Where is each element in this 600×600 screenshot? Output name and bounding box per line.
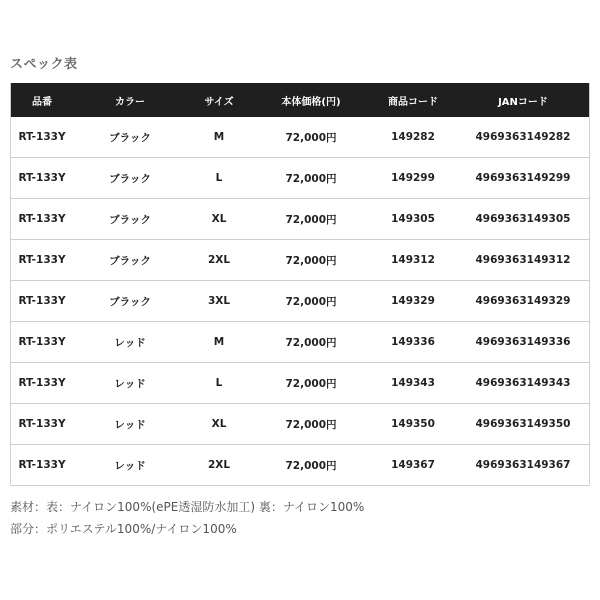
cell-price: 72,000円: [252, 199, 370, 240]
cell-price: 72,000円: [252, 363, 370, 404]
cell-jan-code: 4969363149305: [456, 199, 590, 240]
cell-jan-code: 4969363149343: [456, 363, 590, 404]
cell-product-number: RT-133Y: [10, 404, 74, 445]
cell-color: ブラック: [74, 281, 186, 322]
cell-price: 72,000円: [252, 240, 370, 281]
cell-price: 72,000円: [252, 445, 370, 486]
cell-size: L: [186, 363, 252, 404]
cell-color: ブラック: [74, 158, 186, 199]
cell-product-number: RT-133Y: [10, 363, 74, 404]
cell-product-code: 149367: [370, 445, 456, 486]
table-row: [10, 199, 590, 240]
cell-size: 3XL: [186, 281, 252, 322]
cell-color: レッド: [74, 322, 186, 363]
cell-product-code: 149312: [370, 240, 456, 281]
material-line: 素材：表：ナイロン100%(ePE透湿防水加工) 裏：ナイロン100%: [10, 500, 365, 514]
cell-product-number: RT-133Y: [10, 445, 74, 486]
table-row: [10, 404, 590, 445]
table-row: [10, 322, 590, 363]
cell-product-code: 149336: [370, 322, 456, 363]
header-product-number: 品番: [10, 83, 74, 117]
header-size: サイズ: [186, 83, 252, 117]
cell-jan-code: 4969363149299: [456, 158, 590, 199]
cell-price: 72,000円: [252, 404, 370, 445]
cell-product-number: RT-133Y: [10, 281, 74, 322]
cell-product-code: 149282: [370, 117, 456, 158]
header-jan-code: JANコード: [456, 83, 590, 117]
section-title: スペック表: [10, 57, 78, 72]
header-product-code: 商品コード: [370, 83, 456, 117]
cell-price: 72,000円: [252, 117, 370, 158]
cell-color: ブラック: [74, 199, 186, 240]
parts-line: 部分：ポリエステル100%/ナイロン100%: [10, 522, 237, 536]
cell-product-number: RT-133Y: [10, 117, 74, 158]
cell-price: 72,000円: [252, 322, 370, 363]
cell-product-number: RT-133Y: [10, 322, 74, 363]
cell-product-code: 149350: [370, 404, 456, 445]
cell-color: ブラック: [74, 117, 186, 158]
cell-size: 2XL: [186, 445, 252, 486]
cell-jan-code: 4969363149282: [456, 117, 590, 158]
cell-color: ブラック: [74, 240, 186, 281]
cell-jan-code: 4969363149312: [456, 240, 590, 281]
table-row: [10, 240, 590, 281]
cell-jan-code: 4969363149350: [456, 404, 590, 445]
cell-size: M: [186, 117, 252, 158]
cell-price: 72,000円: [252, 281, 370, 322]
table-row: [10, 363, 590, 404]
cell-product-code: 149299: [370, 158, 456, 199]
cell-color: レッド: [74, 404, 186, 445]
table-header: [10, 83, 590, 117]
table-row: [10, 117, 590, 158]
cell-color: レッド: [74, 363, 186, 404]
header-price: 本体価格(円): [252, 83, 370, 117]
cell-size: M: [186, 322, 252, 363]
table-row: [10, 158, 590, 199]
cell-product-number: RT-133Y: [10, 158, 74, 199]
table-row: [10, 281, 590, 322]
cell-price: 72,000円: [252, 158, 370, 199]
cell-product-number: RT-133Y: [10, 240, 74, 281]
cell-size: 2XL: [186, 240, 252, 281]
cell-product-number: RT-133Y: [10, 199, 74, 240]
cell-color: レッド: [74, 445, 186, 486]
table-row: [10, 445, 590, 486]
cell-size: XL: [186, 199, 252, 240]
material-notes: [10, 496, 364, 540]
cell-jan-code: 4969363149329: [456, 281, 590, 322]
table-body: [10, 117, 590, 486]
table-header-row: [10, 83, 590, 117]
cell-jan-code: 4969363149336: [456, 322, 590, 363]
cell-size: L: [186, 158, 252, 199]
cell-product-code: 149329: [370, 281, 456, 322]
cell-product-code: 149305: [370, 199, 456, 240]
cell-size: XL: [186, 404, 252, 445]
header-color: カラー: [74, 83, 186, 117]
cell-jan-code: 4969363149367: [456, 445, 590, 486]
cell-product-code: 149343: [370, 363, 456, 404]
spec-table: [10, 83, 590, 486]
